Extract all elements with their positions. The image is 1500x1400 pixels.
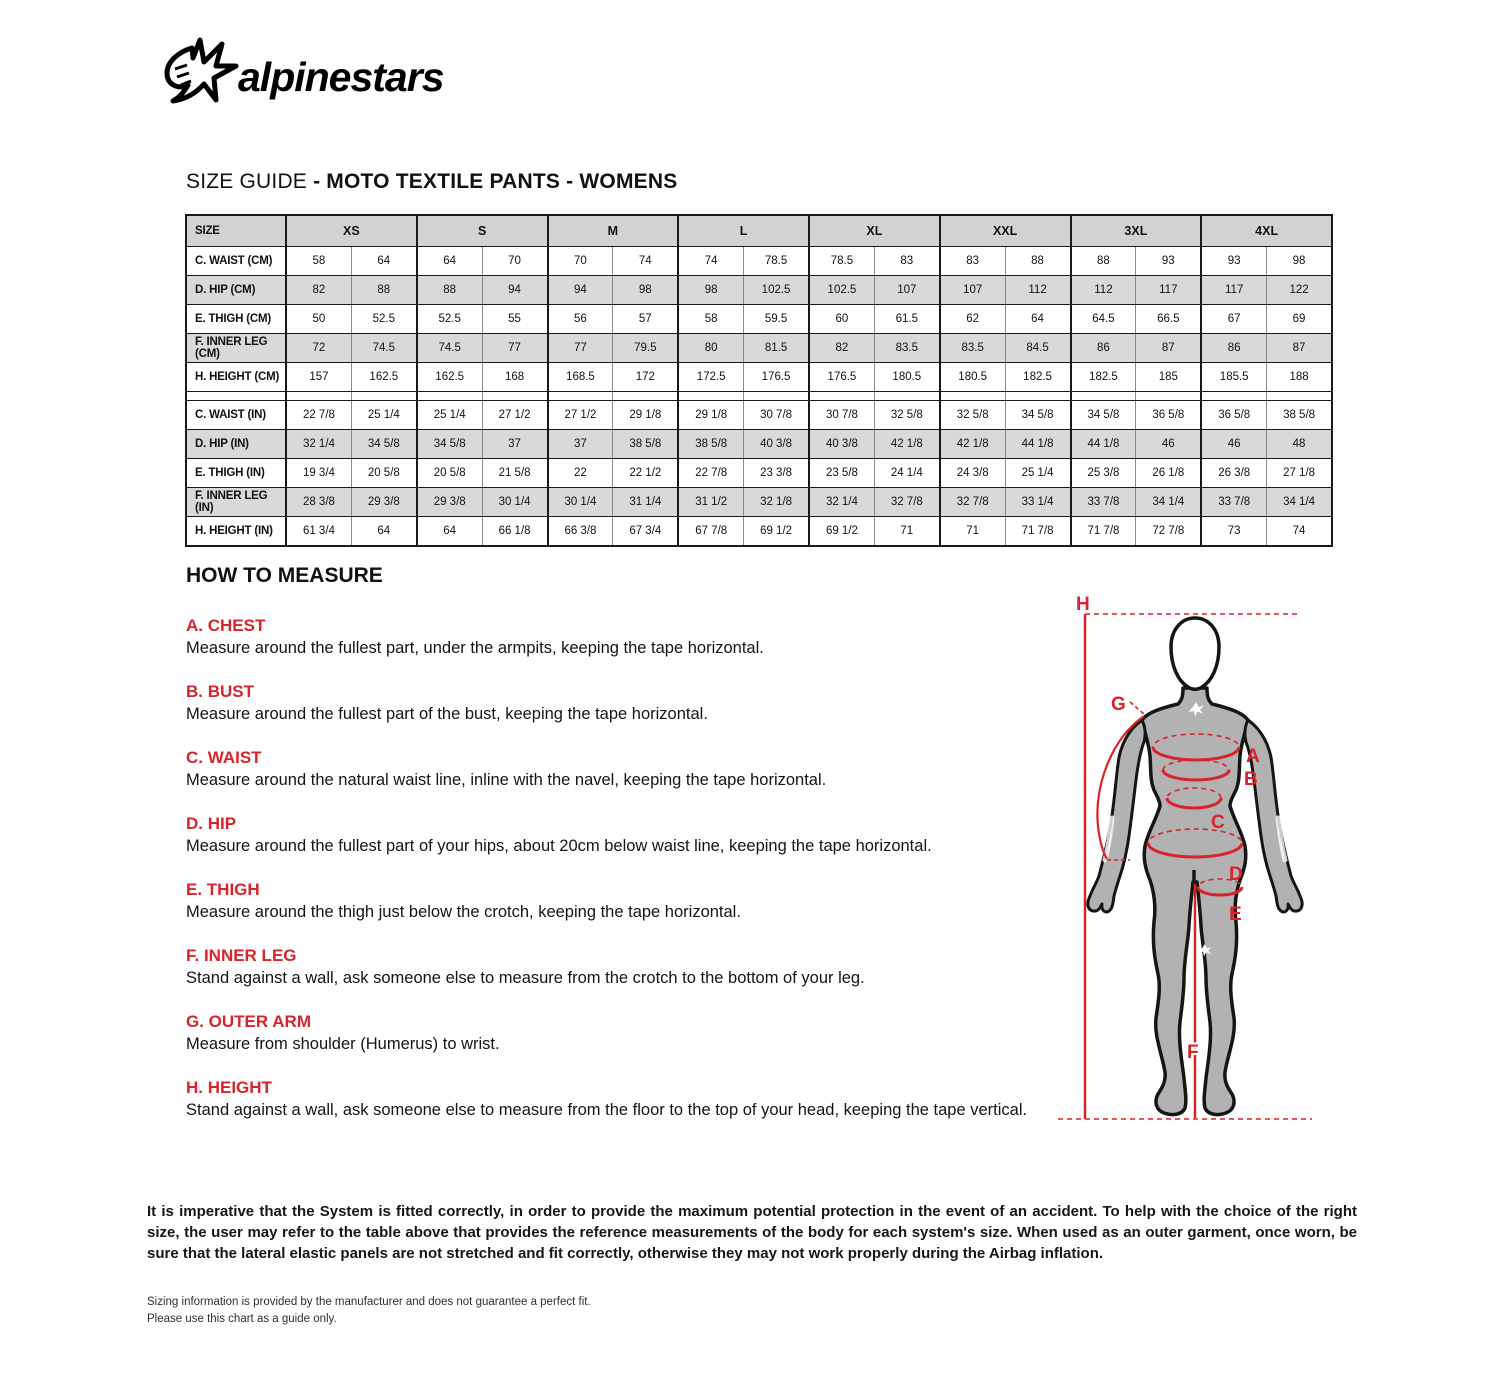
label-thigh: E <box>1229 904 1242 925</box>
label-outer-arm: G <box>1111 694 1126 715</box>
spacer-cell <box>1267 392 1332 401</box>
size-value-cell: 70 <box>482 247 547 276</box>
size-value-cell: 168.5 <box>548 363 613 392</box>
size-value-cell: 69 <box>1267 305 1332 334</box>
size-value-cell: 46 <box>1136 430 1201 459</box>
size-value-cell: 93 <box>1201 247 1266 276</box>
size-value-cell: 22 7/8 <box>678 459 743 488</box>
spacer-cell <box>1071 392 1136 401</box>
size-value-cell: 180.5 <box>874 363 939 392</box>
size-value-cell: 172.5 <box>678 363 743 392</box>
size-header-row <box>186 215 1332 247</box>
size-value-cell: 38 5/8 <box>613 430 678 459</box>
measure-item <box>186 1077 1061 1121</box>
spacer-cell <box>548 392 613 401</box>
row-label-cell: H. HEIGHT (IN) <box>186 517 286 547</box>
spacer-cell <box>613 392 678 401</box>
table-spacer-row <box>186 392 1332 401</box>
logo-wordmark: alpinestars <box>238 54 444 100</box>
size-value-cell: 44 1/8 <box>1005 430 1070 459</box>
size-value-cell: 112 <box>1071 276 1136 305</box>
alpinestars-star-icon <box>167 40 236 101</box>
size-value-cell: 62 <box>940 305 1005 334</box>
size-value-cell: 77 <box>548 334 613 363</box>
size-data-row <box>186 334 1332 363</box>
size-value-cell: 71 <box>874 517 939 547</box>
size-value-cell: 32 5/8 <box>940 401 1005 430</box>
size-value-cell: 162.5 <box>417 363 482 392</box>
size-value-cell: 74 <box>678 247 743 276</box>
size-value-cell: 185.5 <box>1201 363 1266 392</box>
size-value-cell: 21 5/8 <box>482 459 547 488</box>
spacer-cell <box>417 392 482 401</box>
spacer-cell <box>1005 392 1070 401</box>
size-value-cell: 188 <box>1267 363 1332 392</box>
size-value-cell: 36 5/8 <box>1201 401 1266 430</box>
spacer-cell <box>1201 392 1266 401</box>
size-value-cell: 74 <box>1267 517 1332 547</box>
size-value-cell: 22 7/8 <box>286 401 351 430</box>
size-value-cell: 48 <box>1267 430 1332 459</box>
size-value-cell: 83 <box>874 247 939 276</box>
label-chest: A <box>1246 746 1260 767</box>
measure-item-text: Stand against a wall, ask someone else to measure from the floor to the top of your head, keeping the tape vertical. <box>186 1101 1028 1119</box>
size-value-cell: 64 <box>417 247 482 276</box>
size-value-cell: 29 1/8 <box>678 401 743 430</box>
size-value-cell: 80 <box>678 334 743 363</box>
size-data-row <box>186 459 1332 488</box>
size-table <box>185 214 1333 547</box>
size-header-cell: XS <box>286 215 417 247</box>
size-value-cell: 33 7/8 <box>1201 488 1266 517</box>
size-value-cell: 88 <box>417 276 482 305</box>
size-value-cell: 23 3/8 <box>744 459 809 488</box>
size-value-cell: 46 <box>1201 430 1266 459</box>
size-header-cell: XL <box>809 215 940 247</box>
size-value-cell: 94 <box>548 276 613 305</box>
size-header-cell: 3XL <box>1071 215 1202 247</box>
size-header-cell: L <box>678 215 809 247</box>
size-value-cell: 28 3/8 <box>286 488 351 517</box>
spacer-cell <box>286 392 351 401</box>
label-bust: B <box>1244 769 1258 790</box>
size-value-cell: 34 5/8 <box>1071 401 1136 430</box>
row-label-cell: C. WAIST (IN) <box>186 401 286 430</box>
size-data-row <box>186 305 1332 334</box>
measure-item-text: Measure around the fullest part of the bust, keeping the tape horizontal. <box>186 705 708 723</box>
size-value-cell: 73 <box>1201 517 1266 547</box>
size-value-cell: 83.5 <box>874 334 939 363</box>
size-value-cell: 64 <box>351 247 416 276</box>
size-value-cell: 67 3/4 <box>613 517 678 547</box>
size-value-cell: 38 5/8 <box>678 430 743 459</box>
size-value-cell: 31 1/2 <box>678 488 743 517</box>
size-table-body <box>186 247 1332 547</box>
row-label-cell: D. HIP (IN) <box>186 430 286 459</box>
label-hip: D <box>1229 864 1243 885</box>
size-value-cell: 32 1/4 <box>286 430 351 459</box>
size-value-cell: 69 1/2 <box>744 517 809 547</box>
size-value-cell: 37 <box>482 430 547 459</box>
size-value-cell: 20 5/8 <box>351 459 416 488</box>
row-label-cell: H. HEIGHT (CM) <box>186 363 286 392</box>
page-title <box>186 170 677 194</box>
size-value-cell: 34 1/4 <box>1267 488 1332 517</box>
how-to-measure-heading: HOW TO MEASURE <box>186 564 383 587</box>
size-value-cell: 61.5 <box>874 305 939 334</box>
size-value-cell: 29 3/8 <box>351 488 416 517</box>
size-data-row <box>186 401 1332 430</box>
measure-item <box>186 1011 1061 1055</box>
size-value-cell: 25 1/4 <box>351 401 416 430</box>
size-value-cell: 180.5 <box>940 363 1005 392</box>
measurement-figure <box>1050 592 1332 1140</box>
size-value-cell: 32 7/8 <box>874 488 939 517</box>
size-value-cell: 78.5 <box>809 247 874 276</box>
size-value-cell: 30 7/8 <box>744 401 809 430</box>
size-value-cell: 42 1/8 <box>940 430 1005 459</box>
size-value-cell: 74 <box>613 247 678 276</box>
spacer-cell <box>351 392 416 401</box>
size-value-cell: 77 <box>482 334 547 363</box>
spacer-cell <box>678 392 743 401</box>
measure-item-label: A. CHEST <box>186 616 266 635</box>
spacer-cell <box>809 392 874 401</box>
size-value-cell: 66.5 <box>1136 305 1201 334</box>
size-value-cell: 36 5/8 <box>1136 401 1201 430</box>
size-value-cell: 22 1/2 <box>613 459 678 488</box>
row-label-cell: D. HIP (CM) <box>186 276 286 305</box>
size-value-cell: 52.5 <box>417 305 482 334</box>
size-value-cell: 176.5 <box>809 363 874 392</box>
measure-item <box>186 879 1061 923</box>
alpinestars-logo <box>158 36 458 108</box>
size-value-cell: 32 1/4 <box>809 488 874 517</box>
size-value-cell: 74.5 <box>417 334 482 363</box>
label-waist: C <box>1211 812 1225 833</box>
size-value-cell: 56 <box>548 305 613 334</box>
size-value-cell: 30 1/4 <box>548 488 613 517</box>
measure-item-label: D. HIP <box>186 814 237 833</box>
size-value-cell: 26 1/8 <box>1136 459 1201 488</box>
size-header-cell: M <box>548 215 679 247</box>
row-label-cell: E. THIGH (CM) <box>186 305 286 334</box>
size-value-cell: 25 3/8 <box>1071 459 1136 488</box>
size-value-cell: 24 3/8 <box>940 459 1005 488</box>
size-value-cell: 23 5/8 <box>809 459 874 488</box>
size-value-cell: 19 3/4 <box>286 459 351 488</box>
size-value-cell: 52.5 <box>351 305 416 334</box>
size-value-cell: 34 1/4 <box>1136 488 1201 517</box>
size-value-cell: 71 7/8 <box>1071 517 1136 547</box>
size-value-cell: 112 <box>1005 276 1070 305</box>
size-data-row <box>186 517 1332 547</box>
size-value-cell: 26 3/8 <box>1201 459 1266 488</box>
label-height: H <box>1076 594 1090 615</box>
size-value-cell: 172 <box>613 363 678 392</box>
measure-item <box>186 945 1061 989</box>
size-value-cell: 117 <box>1136 276 1201 305</box>
size-value-cell: 20 5/8 <box>417 459 482 488</box>
size-value-cell: 67 <box>1201 305 1266 334</box>
size-value-cell: 32 1/8 <box>744 488 809 517</box>
size-data-row <box>186 276 1332 305</box>
measure-item-text: Measure around the fullest part, under the armpits, keeping the tape horizontal. <box>186 639 764 657</box>
size-header-cell: S <box>417 215 548 247</box>
footnote-line2: Please use this chart as a guide only. <box>147 1313 337 1325</box>
size-header-cell: 4XL <box>1201 215 1332 247</box>
size-header-cell: XXL <box>940 215 1071 247</box>
size-value-cell: 98 <box>1267 247 1332 276</box>
size-value-cell: 60 <box>809 305 874 334</box>
size-value-cell: 94 <box>482 276 547 305</box>
row-label-cell: F. INNER LEG (CM) <box>186 334 286 363</box>
size-value-cell: 69 1/2 <box>809 517 874 547</box>
size-value-cell: 64 <box>351 517 416 547</box>
size-value-cell: 27 1/2 <box>548 401 613 430</box>
size-data-row <box>186 247 1332 276</box>
size-value-cell: 117 <box>1201 276 1266 305</box>
size-value-cell: 61 3/4 <box>286 517 351 547</box>
figure-head <box>1171 618 1219 689</box>
size-value-cell: 25 1/4 <box>1005 459 1070 488</box>
size-value-cell: 66 3/8 <box>548 517 613 547</box>
footnote-line1: Sizing information is provided by the manufacturer and does not guarantee a perfect fit. <box>147 1296 591 1308</box>
size-value-cell: 64 <box>1005 305 1070 334</box>
spacer-cell <box>940 392 1005 401</box>
size-data-row <box>186 363 1332 392</box>
size-data-row <box>186 430 1332 459</box>
measure-item-text: Measure from shoulder (Humerus) to wrist. <box>186 1035 500 1053</box>
size-value-cell: 93 <box>1136 247 1201 276</box>
measure-item <box>186 747 1061 791</box>
size-value-cell: 102.5 <box>809 276 874 305</box>
size-value-cell: 185 <box>1136 363 1201 392</box>
measure-item-label: B. BUST <box>186 682 254 701</box>
measure-item-label: H. HEIGHT <box>186 1078 272 1097</box>
measure-item-label: F. INNER LEG <box>186 946 297 965</box>
how-to-measure-section <box>186 564 1061 1143</box>
size-value-cell: 122 <box>1267 276 1332 305</box>
outer-arm-dash-top <box>1130 702 1144 714</box>
size-column-header: SIZE <box>186 215 286 247</box>
size-value-cell: 30 7/8 <box>809 401 874 430</box>
size-value-cell: 27 1/2 <box>482 401 547 430</box>
measure-item-label: C. WAIST <box>186 748 262 767</box>
size-value-cell: 22 <box>548 459 613 488</box>
size-value-cell: 87 <box>1136 334 1201 363</box>
size-value-cell: 66 1/8 <box>482 517 547 547</box>
size-value-cell: 59.5 <box>744 305 809 334</box>
size-value-cell: 29 1/8 <box>613 401 678 430</box>
size-value-cell: 72 7/8 <box>1136 517 1201 547</box>
row-label-cell: F. INNER LEG (IN) <box>186 488 286 517</box>
size-value-cell: 107 <box>874 276 939 305</box>
size-value-cell: 79.5 <box>613 334 678 363</box>
spacer-cell <box>744 392 809 401</box>
size-value-cell: 82 <box>809 334 874 363</box>
size-value-cell: 34 5/8 <box>351 430 416 459</box>
size-value-cell: 86 <box>1201 334 1266 363</box>
row-label-cell: C. WAIST (CM) <box>186 247 286 276</box>
measure-item-text: Measure around the thigh just below the crotch, keeping the tape horizontal. <box>186 903 741 921</box>
spacer-cell <box>482 392 547 401</box>
size-value-cell: 88 <box>1071 247 1136 276</box>
size-value-cell: 107 <box>940 276 1005 305</box>
size-value-cell: 78.5 <box>744 247 809 276</box>
size-value-cell: 84.5 <box>1005 334 1070 363</box>
size-value-cell: 24 1/4 <box>874 459 939 488</box>
measure-item-text: Measure around the natural waist line, inline with the navel, keeping the tape horizontal. <box>186 771 827 789</box>
measure-item-text: Stand against a wall, ask someone else to measure from the crotch to the bottom of your leg. <box>186 969 865 987</box>
size-value-cell: 176.5 <box>744 363 809 392</box>
size-value-cell: 82 <box>286 276 351 305</box>
title-product: - MOTO TEXTILE PANTS - WOMENS <box>313 170 678 193</box>
measure-item-text: Measure around the fullest part of your hips, about 20cm below waist line, keeping the tape horizontal. <box>186 837 932 855</box>
size-value-cell: 38 5/8 <box>1267 401 1332 430</box>
size-value-cell: 64.5 <box>1071 305 1136 334</box>
size-value-cell: 58 <box>286 247 351 276</box>
size-value-cell: 72 <box>286 334 351 363</box>
size-value-cell: 58 <box>678 305 743 334</box>
size-value-cell: 31 1/4 <box>613 488 678 517</box>
size-value-cell: 40 3/8 <box>809 430 874 459</box>
size-value-cell: 83.5 <box>940 334 1005 363</box>
size-value-cell: 83 <box>940 247 1005 276</box>
size-value-cell: 70 <box>548 247 613 276</box>
spacer-cell <box>874 392 939 401</box>
size-value-cell: 44 1/8 <box>1071 430 1136 459</box>
sizing-footnote <box>147 1294 591 1328</box>
size-value-cell: 67 7/8 <box>678 517 743 547</box>
size-value-cell: 37 <box>548 430 613 459</box>
size-value-cell: 71 <box>940 517 1005 547</box>
size-value-cell: 102.5 <box>744 276 809 305</box>
size-value-cell: 81.5 <box>744 334 809 363</box>
size-value-cell: 33 7/8 <box>1071 488 1136 517</box>
size-value-cell: 50 <box>286 305 351 334</box>
size-value-cell: 64 <box>417 517 482 547</box>
size-value-cell: 71 7/8 <box>1005 517 1070 547</box>
size-value-cell: 98 <box>613 276 678 305</box>
size-value-cell: 32 5/8 <box>874 401 939 430</box>
size-value-cell: 34 5/8 <box>1005 401 1070 430</box>
size-value-cell: 33 1/4 <box>1005 488 1070 517</box>
title-prefix: SIZE GUIDE <box>186 170 314 193</box>
size-value-cell: 27 1/8 <box>1267 459 1332 488</box>
size-value-cell: 182.5 <box>1005 363 1070 392</box>
spacer-cell <box>186 392 286 401</box>
measure-item <box>186 681 1061 725</box>
size-value-cell: 168 <box>482 363 547 392</box>
size-data-row <box>186 488 1332 517</box>
size-value-cell: 98 <box>678 276 743 305</box>
measure-item-label: E. THIGH <box>186 880 260 899</box>
size-value-cell: 29 3/8 <box>417 488 482 517</box>
size-value-cell: 55 <box>482 305 547 334</box>
how-to-measure-list <box>186 615 1061 1121</box>
measure-item-label: G. OUTER ARM <box>186 1012 311 1031</box>
size-value-cell: 182.5 <box>1071 363 1136 392</box>
size-value-cell: 42 1/8 <box>874 430 939 459</box>
size-value-cell: 88 <box>1005 247 1070 276</box>
size-table-head <box>186 215 1332 247</box>
spacer-cell <box>1136 392 1201 401</box>
size-value-cell: 30 1/4 <box>482 488 547 517</box>
size-value-cell: 162.5 <box>351 363 416 392</box>
fitting-disclaimer: It is imperative that the System is fitted correctly, in order to provide the maximum potential protection in the event of an accident. To help with the choice of the right size, the user may refer to the table above that provides the reference measurements of the body for each system's size. When used as an outer garment, once worn, be sure that the lateral elastic panels are not stretched and fit correctly, otherwise they may not work properly during the Airbag inflation. <box>147 1203 1357 1262</box>
row-label-cell: E. THIGH (IN) <box>186 459 286 488</box>
size-value-cell: 40 3/8 <box>744 430 809 459</box>
label-inner-leg: F <box>1187 1042 1199 1063</box>
size-value-cell: 86 <box>1071 334 1136 363</box>
size-value-cell: 32 7/8 <box>940 488 1005 517</box>
measure-item <box>186 615 1061 659</box>
size-value-cell: 87 <box>1267 334 1332 363</box>
size-value-cell: 25 1/4 <box>417 401 482 430</box>
size-value-cell: 34 5/8 <box>417 430 482 459</box>
measure-item <box>186 813 1061 857</box>
size-value-cell: 88 <box>351 276 416 305</box>
size-value-cell: 157 <box>286 363 351 392</box>
size-value-cell: 74.5 <box>351 334 416 363</box>
size-value-cell: 57 <box>613 305 678 334</box>
